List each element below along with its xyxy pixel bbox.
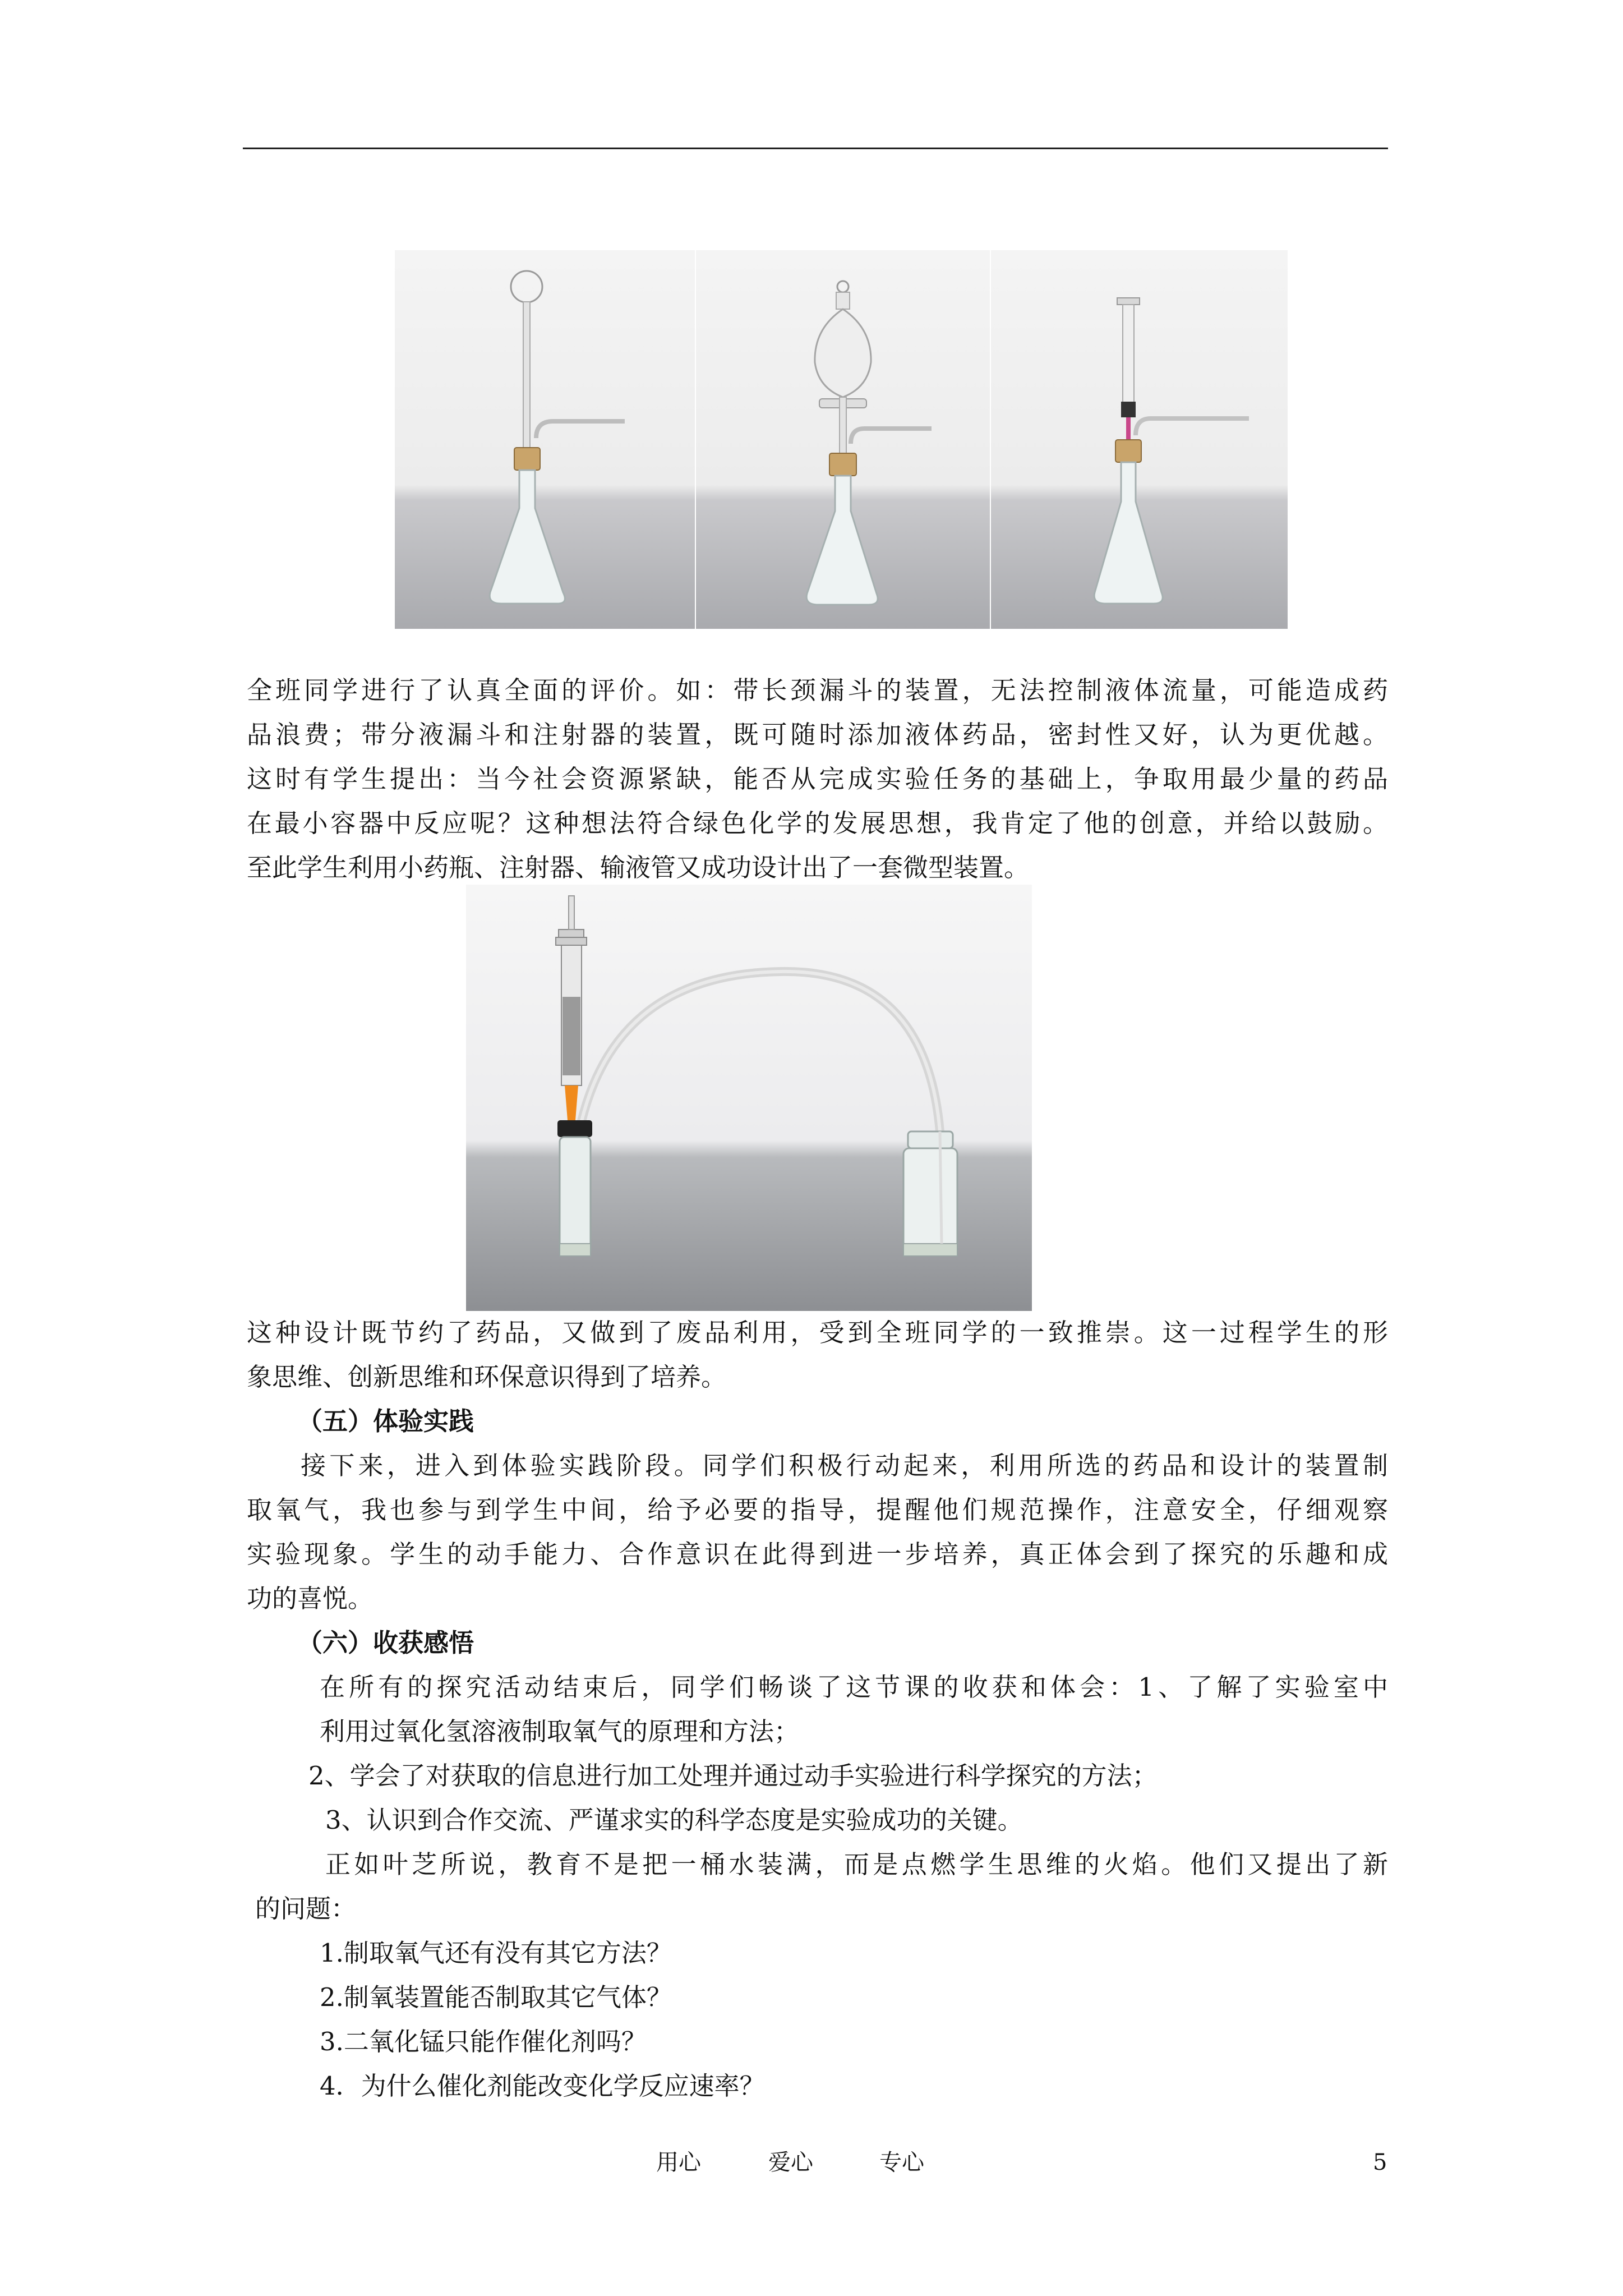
section-practice xyxy=(247,1399,1388,1621)
text-line: 实验现象。学生的动手能力、合作意识在此得到进一步培养，真正体会到了探究的乐趣和成 xyxy=(247,1539,1388,1569)
text-line: 接下来，进入到体验实践阶段。同学们积极行动起来，利用所选的药品和设计的装置制 xyxy=(272,1451,1388,1480)
section-reflection xyxy=(247,1621,1388,2108)
question-item: 2.制氧装置能否制取其它气体？ xyxy=(320,1982,672,2012)
question-item: 1.制取氧气还有没有其它方法？ xyxy=(320,1938,672,1968)
paragraph-evaluation xyxy=(247,668,1388,890)
text-line: 全班同学进行了认真全面的评价。如：带长颈漏斗的装置，无法控制液体流量，可能造成药 xyxy=(247,675,1388,705)
text-line: 取氧气，我也参与到学生中间，给予必要的指导，提醒他们规范操作，注意安全，仔细观察 xyxy=(247,1495,1388,1525)
text-line: 这种设计既节约了药品，又做到了废品利用，受到全班同学的一致推崇。这一过程学生的形 xyxy=(247,1318,1388,1347)
text-line: 在最小容器中反应呢？这种想法符合绿色化学的发展思想，我肯定了他的创意，并给以鼓励。 xyxy=(247,808,1388,838)
photo-syringe-apparatus xyxy=(991,250,1288,629)
text-line: 功的喜悦。 xyxy=(247,1584,374,1613)
question-item: 4．为什么催化剂能改变化学反应速率？ xyxy=(320,2071,765,2101)
text-line: 品浪费；带分液漏斗和注射器的装置，既可随时添加液体药品，密封性又好，认为更优越。 xyxy=(247,720,1388,749)
paragraph-design-praise xyxy=(247,1310,1388,1399)
text-line: 至此学生利用小药瓶、注射器、输液管又成功设计出了一套微型装置。 xyxy=(247,853,1030,882)
photo-micro-apparatus xyxy=(466,885,1032,1311)
footer-motto-2: 爱心 xyxy=(768,2150,813,2175)
page-number: 5 xyxy=(1373,2150,1387,2175)
photo-separatory-funnel-apparatus xyxy=(696,250,990,629)
text-line: 这时有学生提出：当今社会资源紧缺，能否从完成实验任务的基础上，争取用最少量的药品 xyxy=(247,764,1388,794)
text-line: 象思维、创新思维和环保意识得到了培养。 xyxy=(247,1362,727,1392)
question-item: 3.二氧化锰只能作催化剂吗？ xyxy=(320,2027,647,2056)
section-heading: （五）体验实践 xyxy=(297,1406,474,1436)
text-line: 的问题： xyxy=(255,1894,357,1924)
footer-motto-3: 专心 xyxy=(879,2150,924,2175)
section-heading: （六）收获感悟 xyxy=(297,1628,474,1658)
header-rule xyxy=(243,148,1388,149)
text-line: 正如叶芝所说，教育不是把一桶水装满，而是点燃学生思维的火焰。他们又提出了新 xyxy=(325,1849,1388,1879)
photo-long-neck-funnel-apparatus xyxy=(395,250,695,629)
footer-motto-1: 用心 xyxy=(656,2150,701,2175)
text-line: 2、学会了对获取的信息进行加工处理并通过动手实验进行科学探究的方法； xyxy=(308,1761,1158,1791)
text-line: 3、认识到合作交流、严谨求实的科学态度是实验成功的关键。 xyxy=(325,1805,1023,1835)
text-line: 在所有的探究活动结束后，同学们畅谈了这节课的收获和体会：1、了解了实验室中 xyxy=(320,1672,1388,1702)
text-line: 利用过氧化氢溶液制取氧气的原理和方法； xyxy=(320,1717,800,1746)
